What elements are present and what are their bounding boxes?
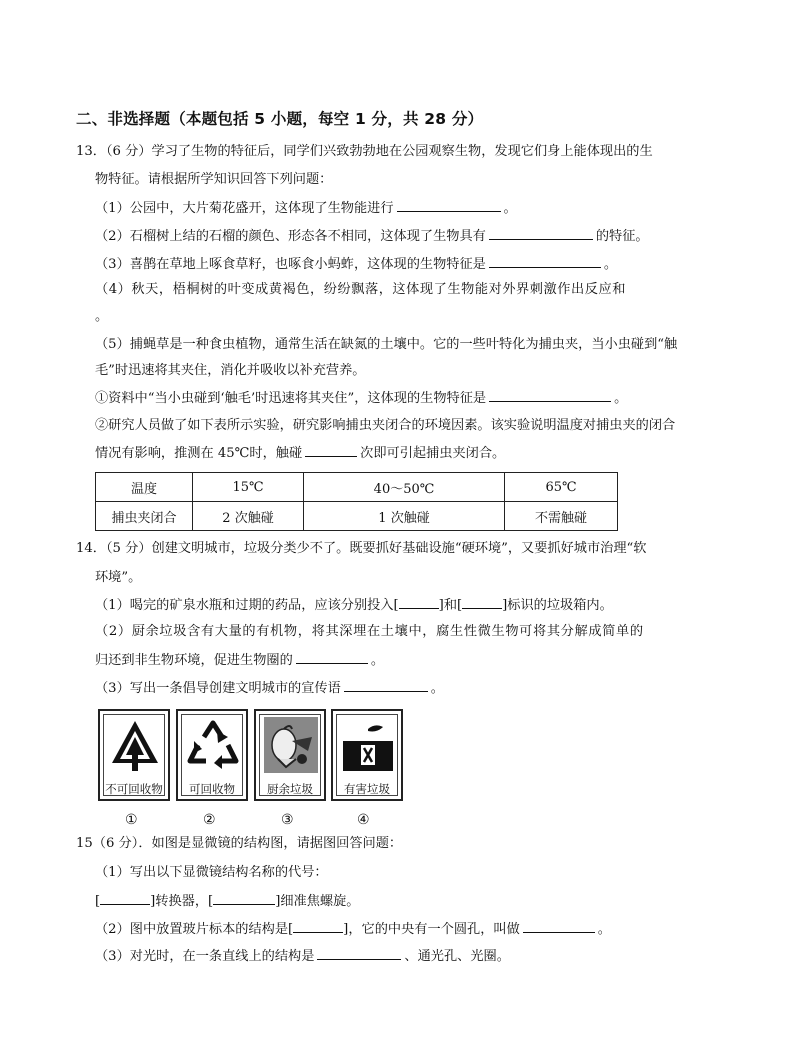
q13-intro-line1: 13．（6 分）学习了生物的特征后，同学们兴致勃勃地在公园观察生物，发现它们身上能体现出的生 — [76, 144, 653, 159]
table-row — [96, 473, 618, 502]
experiment-table — [95, 472, 618, 531]
q13-sub2-text: 情况有影响，推测在 45℃时，触碰 — [95, 446, 303, 461]
q15-part1: （1）写出以下显微镜结构名称的代号： — [95, 865, 328, 880]
q15-part1-open: [ — [95, 894, 101, 909]
bin-recyclable — [176, 709, 248, 801]
section-title: 二、非选择题（本题包括 5 小题，每空 1 分，共 28 分） — [76, 110, 484, 128]
q15-part2 — [95, 919, 611, 940]
q15-part2-blank-2[interactable] — [523, 919, 595, 933]
q13-sub1 — [95, 388, 627, 409]
q14-part2-end: 。 — [370, 653, 384, 668]
q14-part2-line2 — [95, 650, 384, 671]
q13-part1-end: 。 — [503, 201, 517, 216]
non-recyclable-icon — [106, 715, 164, 777]
bin-label: 可回收物 — [189, 782, 235, 796]
table-cell: 捕虫夹闭合 — [96, 502, 193, 531]
q13-sub1-blank[interactable] — [489, 388, 611, 402]
bin-label: 有害垃圾 — [344, 782, 390, 796]
q13-sub2-end: 次即可引起捕虫夹闭合。 — [360, 446, 506, 461]
q13-sub2-blank[interactable] — [305, 443, 357, 457]
q13-part2 — [95, 226, 649, 247]
table-cell: 65℃ — [505, 473, 618, 502]
q13-part1 — [95, 198, 517, 219]
q13-part4-text: （4）秋天，梧桐树的叶变成黄褐色，纷纷飘落，这体现了生物能对外界刺激作出反应和 — [95, 282, 626, 297]
q14-part2-blank[interactable] — [296, 650, 368, 664]
bin-number: ② — [203, 812, 216, 828]
table-row — [96, 502, 618, 531]
q14-part3 — [95, 678, 444, 699]
q13-sub2-line1: ②研究人员做了如下表所示实验，研究影响捕虫夹闭合的环境因素。该实验说明温度对捕虫夹的闭合 — [95, 418, 676, 433]
bin-label: 厨余垃圾 — [267, 782, 313, 796]
q14-part1-end: ]标识的垃圾箱内。 — [502, 598, 613, 613]
q13-part3-blank[interactable] — [489, 254, 601, 268]
q14-intro-line1: 14．（5 分）创建文明城市，垃圾分类少不了。既要抓好基础设施“硬环境”，又要抓好城市治理“软 — [76, 541, 647, 556]
q15-part3 — [95, 946, 510, 967]
hazardous-waste-icon — [339, 715, 397, 777]
q14-intro-line2: 环境”。 — [95, 570, 142, 585]
table-cell: 40～50℃ — [304, 473, 505, 502]
q15-part3-end: 、通光孔、光圈。 — [404, 949, 510, 964]
q13-part4-blank-end[interactable]: 。 — [95, 309, 109, 324]
q13-part2-end: 的特征。 — [595, 229, 649, 244]
q13-part3-text: （3）喜鹊在草地上啄食草籽，也啄食小蚂蚱，这体现的生物特征是 — [95, 257, 486, 272]
q14-part3-text: （3）写出一条倡导创建文明城市的宣传语 — [95, 681, 341, 696]
q15-part3-blank[interactable] — [317, 946, 401, 960]
bin-non-recyclable — [98, 709, 170, 801]
q14-part1-and: ]和[ — [438, 598, 463, 613]
q15-part2-mid: ]，它的中央有一个圆孔，叫做 — [343, 922, 520, 937]
q13-part5-line2: 毛”时迅速将其夹住，消化并吸收以补充营养。 — [95, 363, 366, 378]
q14-part1-blank-1[interactable] — [399, 595, 439, 609]
q13-part3-end: 。 — [603, 257, 618, 272]
q15-part3-text: （3）对光时，在一条直线上的结构是 — [95, 949, 315, 964]
recyclable-icon — [184, 715, 242, 777]
table-cell: 不需触碰 — [505, 502, 618, 531]
bin-label: 不可回收物 — [105, 782, 163, 796]
table-cell: 温度 — [96, 473, 193, 502]
bin-number: ① — [125, 812, 138, 828]
bin-number: ④ — [357, 812, 370, 828]
q13-part2-text: （2）石榴树上结的石榴的颜色、形态各不相同，这体现了生物具有 — [95, 229, 486, 244]
bin-number: ③ — [281, 812, 294, 828]
q13-part1-blank[interactable] — [397, 198, 501, 212]
q14-part3-blank[interactable] — [344, 678, 428, 692]
q13-part1-text: （1）公园中，大片菊花盛开，这体现了生物能进行 — [95, 201, 394, 216]
bin-kitchen-waste — [254, 709, 326, 801]
q13-intro-line2: 物特征。请根据所学知识回答下列问题： — [95, 172, 333, 187]
bin-hazardous — [331, 709, 403, 801]
q15-part2-text: （2）图中放置玻片标本的结构是[ — [95, 922, 294, 937]
q15-part2-end: 。 — [597, 922, 611, 937]
q13-part3 — [95, 254, 617, 275]
q13-sub1-text: ①资料中“当小虫碰到‘触毛’时迅速将其夹住”，这体现的生物特征是 — [95, 391, 487, 406]
table-cell: 15℃ — [193, 473, 304, 502]
q13-part2-blank[interactable] — [489, 226, 593, 240]
q15-part1-mid: ]转换器，[ — [150, 894, 214, 909]
q13-sub1-end: 。 — [614, 391, 628, 406]
table-cell: 1 次触碰 — [304, 502, 505, 531]
q15-part1-end: ]细准焦螺旋。 — [275, 894, 360, 909]
q15-intro: 15（6 分）．如图是显微镜的结构图，请据图回答问题： — [76, 836, 403, 851]
q14-part2-line1: （2）厨余垃圾含有大量的有机物，将其深埋在土壤中，腐生性微生物可将其分解成简单的 — [95, 624, 644, 639]
q13-sub2-line2 — [95, 443, 505, 464]
q13-part5-line1: （5）捕蝇草是一种食虫植物，通常生活在缺氮的土壤中。它的一些叶特化为捕虫夹，当小虫碰到“触 — [95, 337, 678, 352]
q14-part2-text: 归还到非生物环境，促进生物圈的 — [95, 653, 293, 668]
table-cell: 2 次触碰 — [193, 502, 304, 531]
kitchen-waste-icon — [262, 715, 320, 777]
q14-part1-blank-2[interactable] — [462, 595, 502, 609]
q15-part1-blank-2[interactable] — [213, 891, 275, 905]
q14-part1-text: （1）喝完的矿泉水瓶和过期的药品，应该分别投入[ — [95, 598, 399, 613]
q15-part2-blank-1[interactable] — [293, 919, 343, 933]
q14-part1 — [95, 595, 613, 616]
q14-part3-end: 。 — [430, 681, 444, 696]
q15-part1-line2 — [95, 891, 359, 912]
q15-part1-blank-1[interactable] — [100, 891, 150, 905]
